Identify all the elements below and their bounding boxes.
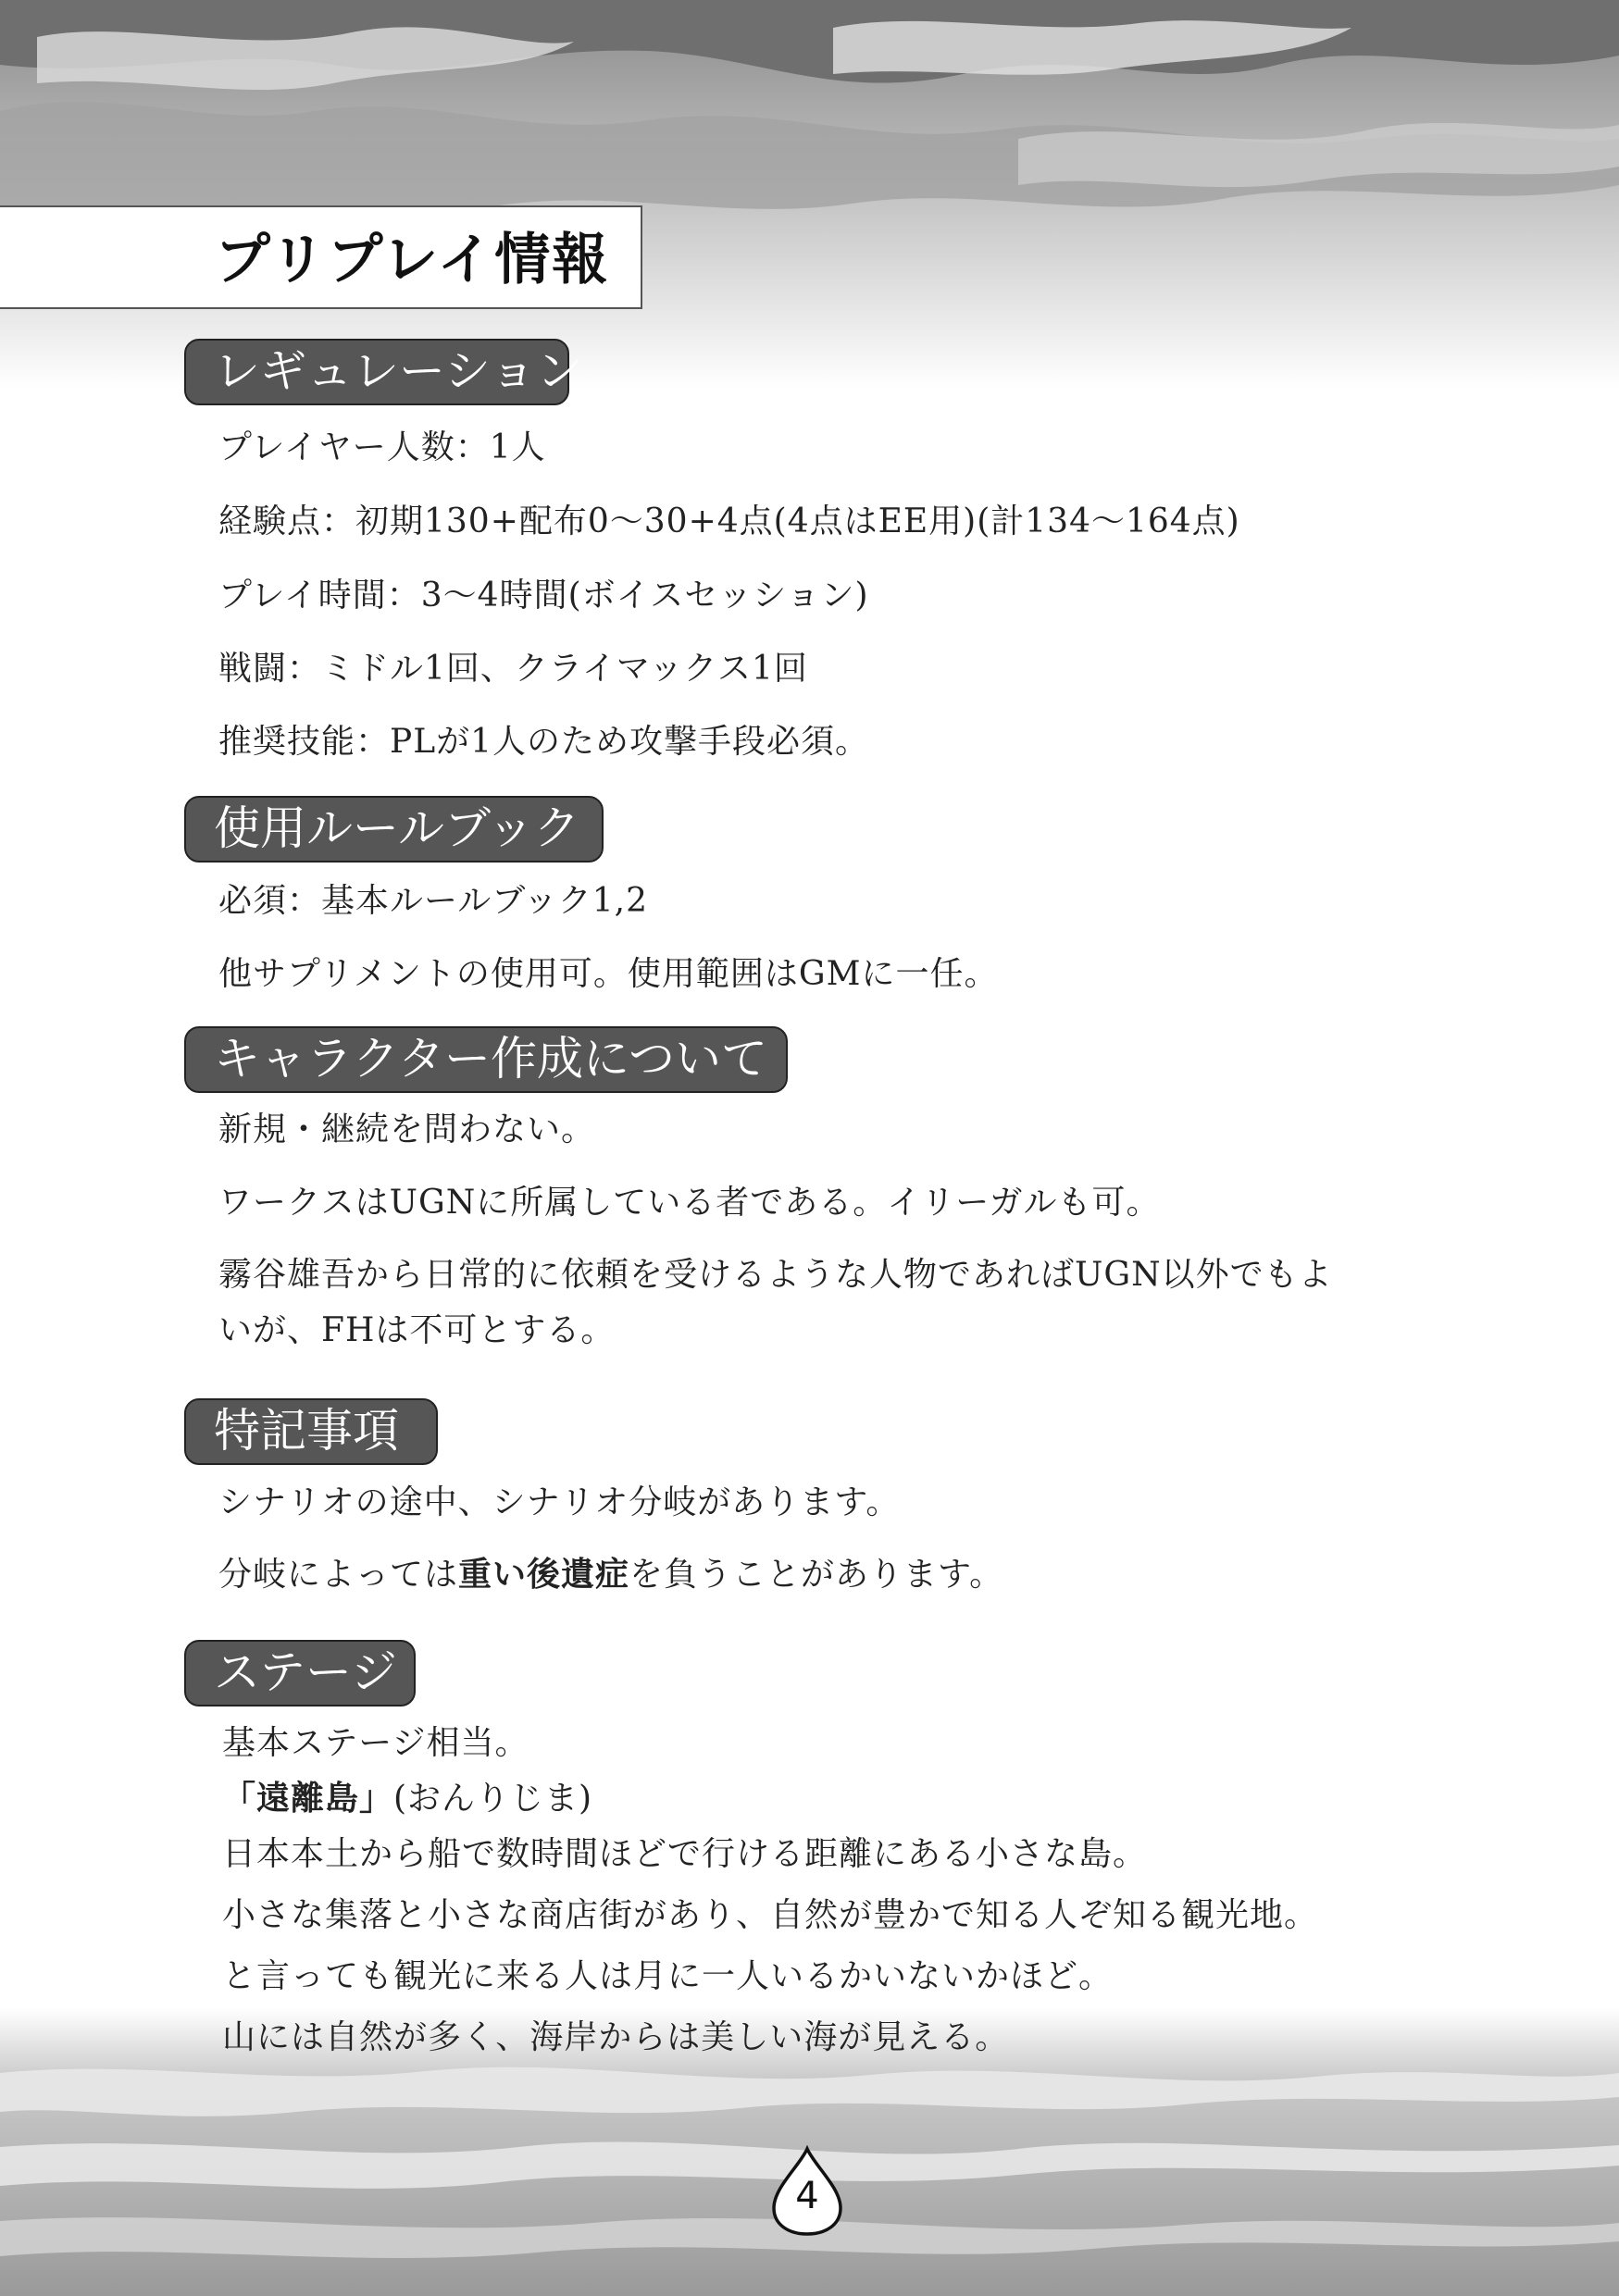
character-creation-eligibility-line1: 霧谷雄吾から日常的に依頼を受けるような人物であればUGN以外でもよ: [218, 1256, 1333, 1294]
stage-description-3: と言っても観光に来る人は月に一人いるかいないかほど。: [222, 1957, 1114, 1995]
special-notes-aftereffects: [218, 1551, 1003, 1599]
stage-name: [222, 1775, 592, 1823]
special-notes-branching: シナリオの途中、シナリオ分岐があります。: [218, 1483, 901, 1521]
stage-description-4: 山には自然が多く、海岸からは美しい海が見える。: [222, 2018, 1010, 2056]
page-number: 4: [795, 2175, 819, 2217]
character-creation-eligibility-line2: いが、FHは不可とする。: [218, 1311, 616, 1349]
special-notes-aftereffects-suffix: を負うことがあります。: [629, 1556, 1004, 1594]
cloud-background-image: [0, 0, 1619, 389]
stage-name-bold: 「遠離島」: [222, 1780, 394, 1818]
regulation-play-time: プレイ時間：3〜4時間(ボイスセッション): [218, 577, 869, 614]
rulebooks-required: 必須：基本ルールブック1,2: [218, 882, 649, 920]
rulebooks-header: 使用ルールブック: [184, 796, 604, 863]
stage-description-2: 小さな集落と小さな商店街があり、自然が豊かで知る人ぞ知る観光地。: [222, 1896, 1319, 1934]
regulation-recommended-skills: 推奨技能：PLが1人のため攻撃手段必須。: [218, 723, 870, 761]
stage-header: ステージ: [184, 1640, 416, 1706]
regulation-player-count: プレイヤー人数：1人: [218, 428, 546, 466]
character-creation-header: キャラクター作成について: [184, 1026, 788, 1093]
special-notes-aftereffects-prefix: 分岐によっては: [218, 1556, 459, 1594]
regulation-header: レギュレーション: [184, 339, 569, 405]
regulation-experience: 経験点：初期130+配布0〜30+4点(4点はEE用)(計134〜164点): [218, 503, 1240, 540]
special-notes-header: 特記事項: [184, 1398, 438, 1465]
stage-description-1: 日本本土から船で数時間ほどで行ける距離にある小さな島。: [222, 1835, 1148, 1873]
regulation-battles: 戦闘：ミドル1回、クライマックス1回: [218, 650, 808, 688]
page-title: プリプレイ情報: [215, 228, 610, 292]
stage-name-reading: (おんりじま): [393, 1780, 593, 1818]
rulebooks-supplements: 他サプリメントの使用可。使用範囲はGMに一任。: [218, 955, 999, 993]
special-notes-aftereffects-emphasis: 重い後遺症: [458, 1556, 630, 1594]
stage-level: 基本ステージ相当。: [222, 1724, 529, 1762]
character-creation-new-or-continued: 新規・継続を問わない。: [218, 1111, 596, 1148]
character-creation-works: ワークスはUGNに所属している者である。イリーガルも可。: [218, 1184, 1161, 1222]
